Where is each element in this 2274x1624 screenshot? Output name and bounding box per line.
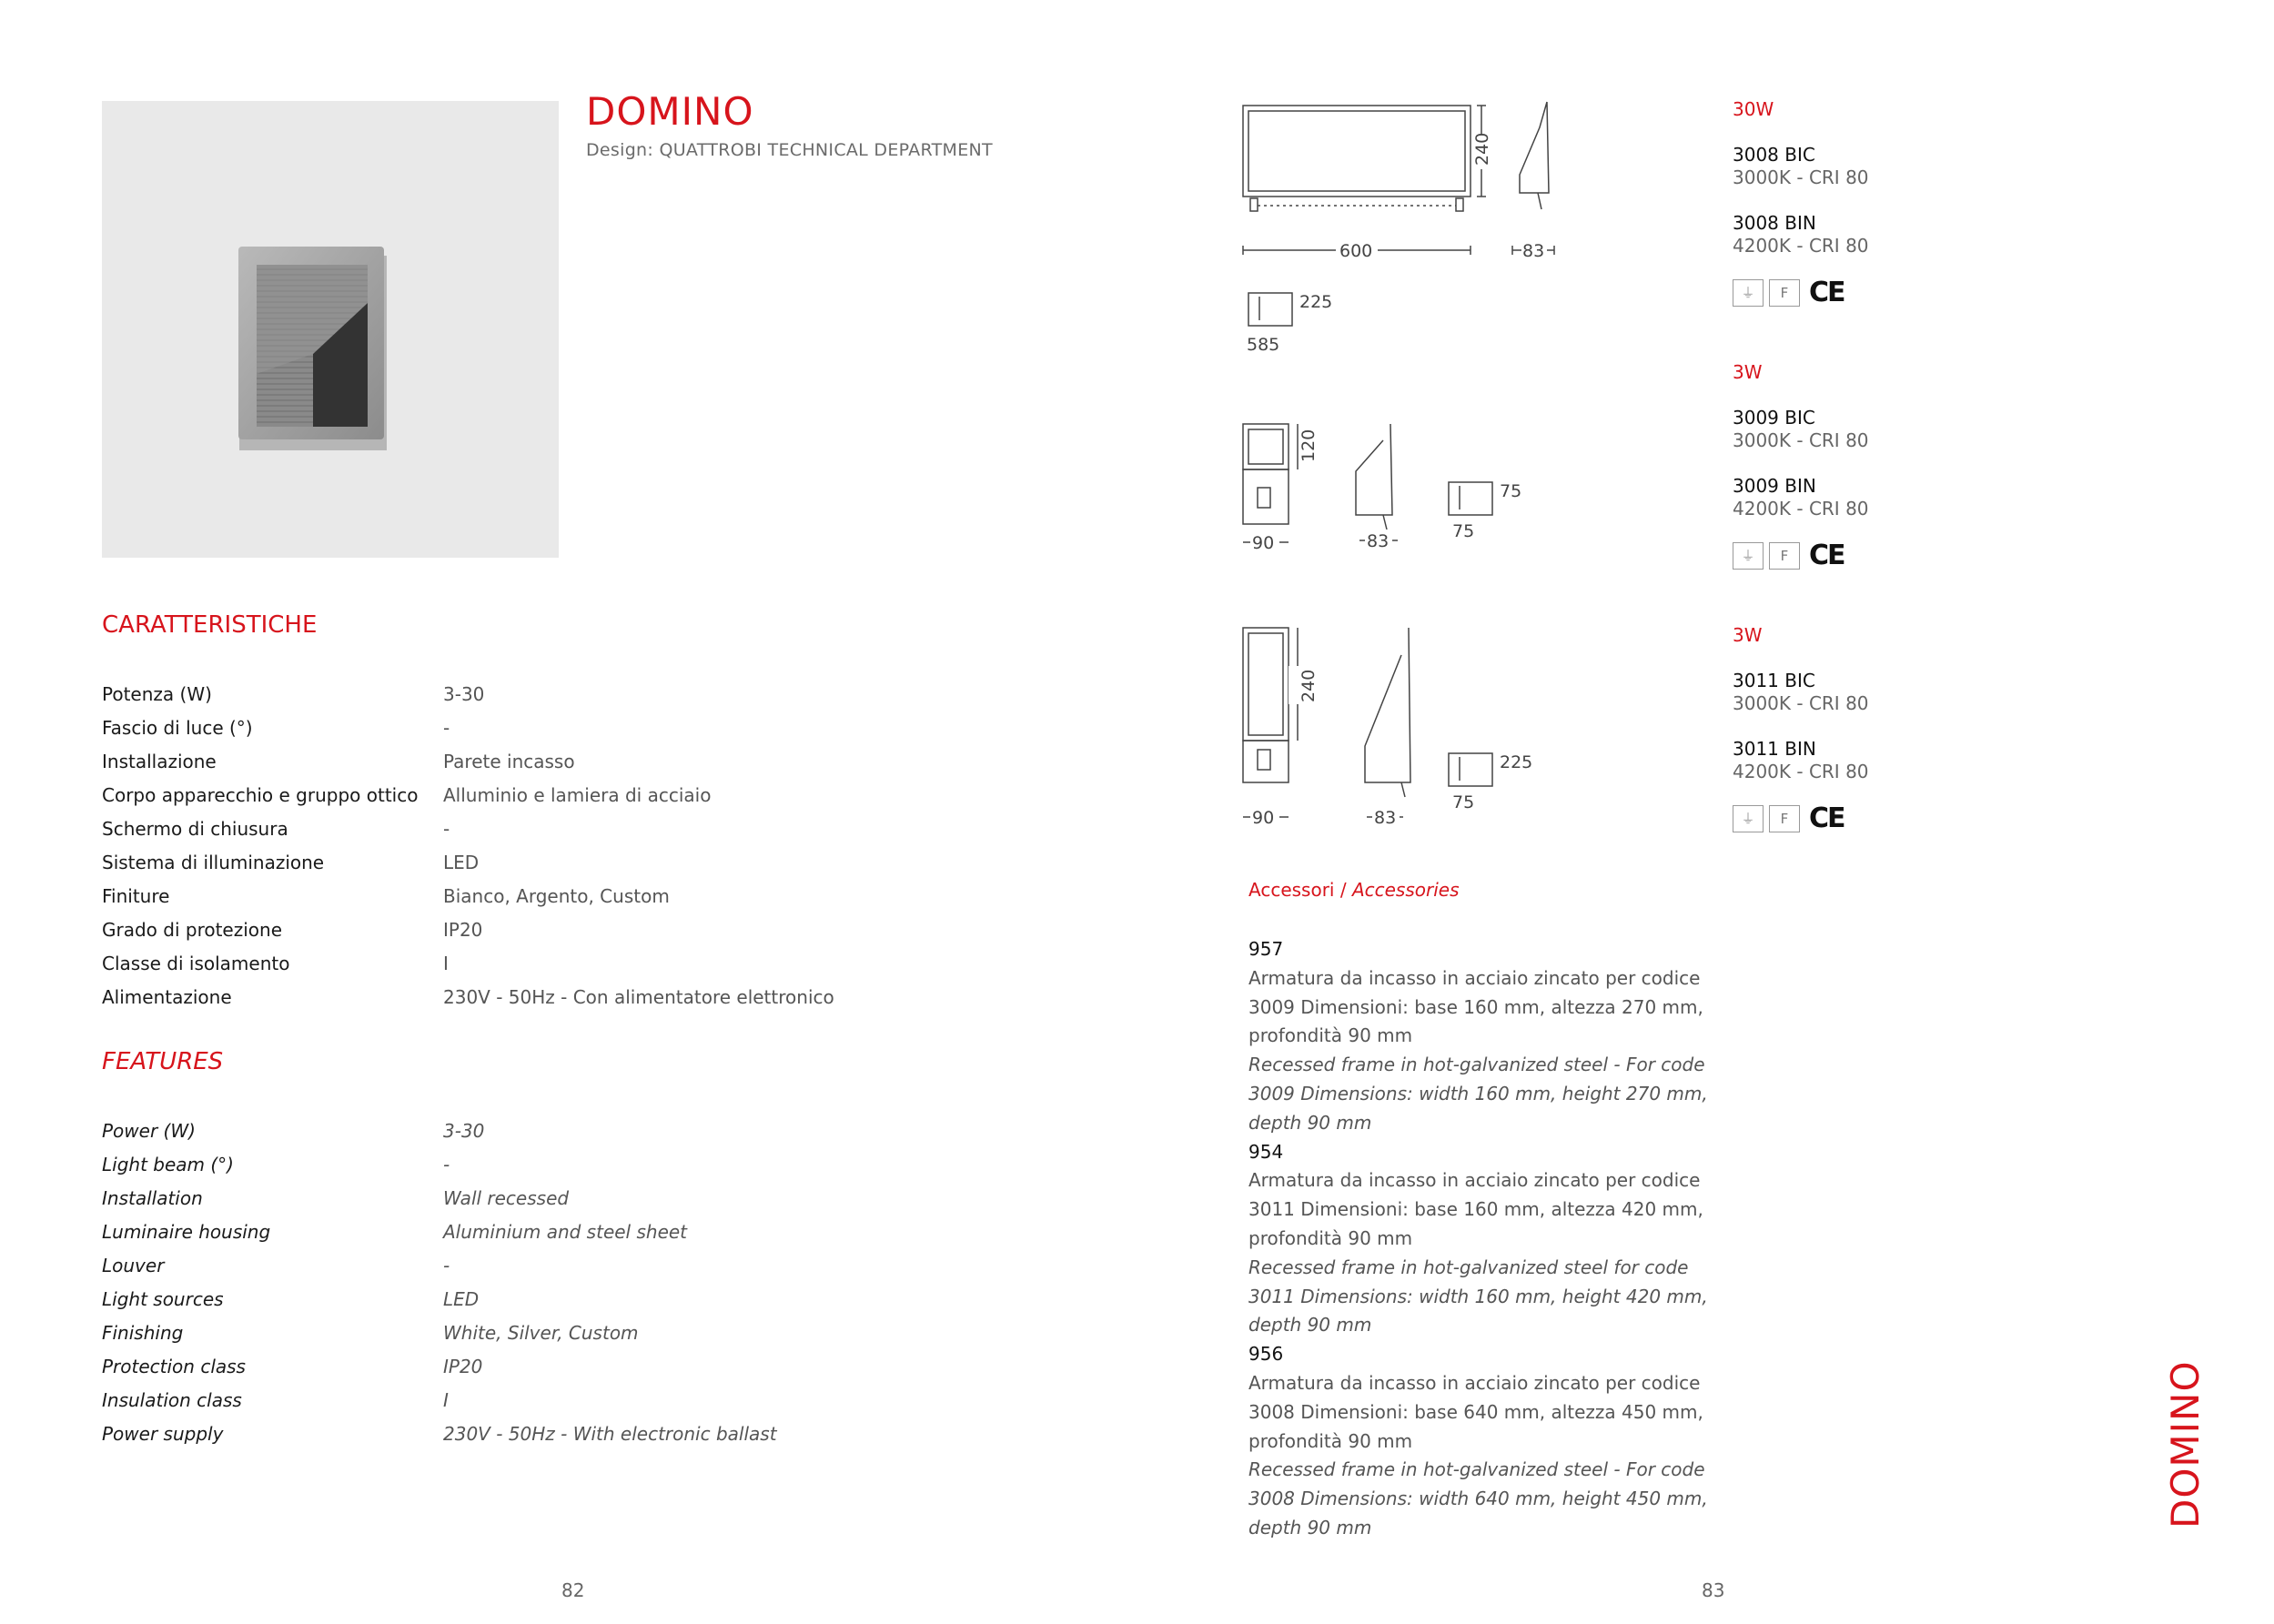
variant-power: 30W: [1733, 98, 1774, 120]
spec-row: [102, 980, 921, 1014]
variant-colour-temp: 3000K - CRI 80: [1733, 166, 1869, 188]
spec-key: Alimentazione: [102, 985, 232, 1008]
dim-3009-width: 90: [1252, 533, 1275, 553]
spec-value: Bianco, Argento, Custom: [443, 884, 670, 907]
spec-value: Wall recessed: [443, 1186, 570, 1209]
accessory-item: [1248, 935, 1722, 1138]
variant-code: 3009 BIN: [1733, 475, 1816, 497]
variant-power: 3W: [1733, 361, 1763, 383]
cert-marks: [1733, 540, 2024, 571]
spec-key: Fascio di luce (°): [102, 716, 253, 739]
accessories-heading-it: Accessori: [1248, 879, 1335, 901]
spec-value: -: [443, 716, 450, 739]
variant-code: 3008 BIN: [1733, 212, 1816, 234]
spec-key: Louver: [102, 1254, 165, 1276]
spec-key: Schermo di chiusura: [102, 817, 288, 840]
spec-value: I: [443, 952, 449, 974]
spec-row: [102, 845, 921, 879]
spec-key: Protection class: [102, 1355, 246, 1377]
spec-row: [102, 879, 921, 913]
ce-mark-icon: CE: [1809, 540, 1844, 571]
variant-code: 3011 BIC: [1733, 670, 1815, 691]
spec-key: Insulation class: [102, 1388, 242, 1411]
f-mark-icon: F: [1769, 279, 1800, 307]
spec-key: Light sources: [102, 1287, 224, 1310]
spec-key: Finishing: [102, 1321, 184, 1344]
spec-row: [102, 1417, 921, 1450]
spec-row: [102, 744, 921, 778]
spec-table-it: [102, 677, 921, 1014]
dim-3008-cut-width: 585: [1247, 335, 1280, 355]
dim-3009-cut-width: 75: [1452, 521, 1475, 541]
drawing-3008: [1243, 102, 1554, 355]
dim-3011-depth: 83: [1374, 808, 1397, 828]
accessory-desc-en: Recessed frame in hot-galvanized steel for code 3011 Dimensions: width 160 mm, height 420 mm, depth 90 mm: [1248, 1256, 1708, 1337]
accessory-desc-en: Recessed frame in hot-galvanized steel - For code 3009 Dimensions: width 160 mm, height 270 mm, depth 90 mm: [1248, 1054, 1708, 1134]
accessory-item: [1248, 1138, 1722, 1341]
dim-3008-depth: 83: [1522, 241, 1545, 261]
cert-marks: [1733, 277, 2024, 308]
dim-3009-depth: 83: [1367, 531, 1390, 551]
spec-row: [102, 946, 921, 980]
variant-colour-temp: 4200K - CRI 80: [1733, 235, 1869, 257]
spec-value: -: [443, 817, 450, 840]
accessory-desc-it: Armatura da incasso in acciaio zincato per codice 3008 Dimensioni: base 640 mm, altezza 450 mm, profondità 90 mm: [1248, 1371, 1703, 1452]
spec-key: Sistema di illuminazione: [102, 851, 325, 873]
variant-code: 3011 BIN: [1733, 738, 1816, 760]
technical-drawings: [1238, 91, 1583, 855]
variant-group-3011: [1733, 624, 2024, 834]
spec-key: Light beam (°): [102, 1153, 234, 1175]
spec-value: Aluminium and steel sheet: [443, 1220, 688, 1243]
spec-row: [102, 778, 921, 812]
spec-value: -: [443, 1153, 450, 1175]
accessory-desc-it: Armatura da incasso in acciaio zincato per codice 3011 Dimensioni: base 160 mm, altezza 420 mm, profondità 90 mm: [1248, 1169, 1703, 1249]
heading-separator: /: [1334, 879, 1352, 901]
spec-row: [102, 1349, 921, 1383]
spec-value: 230V - 50Hz - Con alimentatore elettronico: [443, 985, 834, 1008]
page-number-right: 83: [1702, 1579, 1725, 1601]
variant-code: 3008 BIC: [1733, 144, 1815, 166]
spec-row: [102, 1114, 921, 1147]
spec-key: Power (W): [102, 1119, 196, 1142]
spec-key: Luminaire housing: [102, 1220, 271, 1243]
cert-marks: [1733, 802, 2024, 834]
ce-mark-icon: CE: [1809, 802, 1844, 834]
variant-colour-temp: 3000K - CRI 80: [1733, 692, 1869, 714]
spec-value: 230V - 50Hz - With electronic ballast: [443, 1422, 777, 1445]
spec-row: [102, 1147, 921, 1181]
variant-code: 3009 BIC: [1733, 407, 1815, 429]
accessory-code: 957: [1248, 938, 1284, 960]
dim-3008-height: 240: [1472, 132, 1492, 166]
class-i-earth-icon: ⏚: [1733, 805, 1764, 832]
dim-3009-height: 120: [1299, 429, 1319, 462]
dim-3011-width: 90: [1252, 808, 1275, 828]
spec-value: IP20: [443, 918, 483, 941]
class-i-earth-icon: ⏚: [1733, 542, 1764, 570]
spec-value: IP20: [443, 1355, 483, 1377]
spec-row: [102, 1282, 921, 1316]
spec-key: Grado di protezione: [102, 918, 283, 941]
heading-caratteristiche: CARATTERISTICHE: [102, 611, 318, 639]
f-mark-icon: F: [1769, 542, 1800, 570]
f-mark-icon: F: [1769, 805, 1800, 832]
spec-value: 3-30: [443, 682, 485, 705]
variant-colour-temp: 3000K - CRI 80: [1733, 429, 1869, 451]
dim-3011-height: 240: [1299, 669, 1319, 702]
accessory-code: 956: [1248, 1343, 1284, 1366]
accessories-list: [1248, 935, 1722, 1543]
spec-key: Potenza (W): [102, 682, 212, 705]
accessory-desc-en: Recessed frame in hot-galvanized steel - For code 3008 Dimensions: width 640 mm, height 450 mm, depth 90 mm: [1248, 1458, 1708, 1538]
drawing-3011: [1243, 628, 1532, 828]
spec-row: [102, 1316, 921, 1349]
accessory-desc-it: Armatura da incasso in acciaio zincato per codice 3009 Dimensioni: base 160 mm, altezza 270 mm, profondità 90 mm: [1248, 966, 1703, 1047]
spec-key: Installation: [102, 1186, 203, 1209]
designer-credit: Design: QUATTROBI TECHNICAL DEPARTMENT: [586, 140, 993, 160]
spec-row: [102, 711, 921, 744]
accessories-heading-en: Accessories: [1351, 879, 1460, 901]
spec-table-en: [102, 1114, 921, 1450]
spec-value: Alluminio e lamiera di acciaio: [443, 783, 712, 806]
spec-key: Power supply: [102, 1422, 224, 1445]
ce-mark-icon: CE: [1809, 277, 1844, 308]
spec-row: [102, 677, 921, 711]
class-i-earth-icon: ⏚: [1733, 279, 1764, 307]
spec-row: [102, 812, 921, 845]
spec-row: [102, 913, 921, 946]
heading-features: FEATURES: [102, 1048, 224, 1075]
spec-value: LED: [443, 851, 480, 873]
variant-colour-temp: 4200K - CRI 80: [1733, 498, 1869, 519]
spec-row: [102, 1383, 921, 1417]
spec-key: Installazione: [102, 750, 217, 772]
drawing-3009: [1243, 424, 1521, 553]
accessory-item: [1248, 1340, 1722, 1543]
dim-3009-cut-height: 75: [1500, 481, 1522, 501]
spec-value: White, Silver, Custom: [443, 1321, 639, 1344]
page-number-left: 82: [561, 1579, 585, 1601]
dim-3011-cut-width: 75: [1452, 792, 1475, 812]
accessory-code: 954: [1248, 1140, 1284, 1163]
variant-colour-temp: 4200K - CRI 80: [1733, 761, 1869, 782]
variant-group-3009: [1733, 361, 2024, 571]
spec-key: Corpo apparecchio e gruppo ottico: [102, 783, 419, 806]
spec-key: Classe di isolamento: [102, 952, 290, 974]
dim-3008-width: 600: [1339, 241, 1373, 261]
wall-light-image: [102, 101, 559, 558]
spec-row: [102, 1215, 921, 1248]
spec-value: I: [443, 1388, 449, 1411]
spec-value: Parete incasso: [443, 750, 575, 772]
variant-group-3008: [1733, 98, 2024, 308]
spec-key: Finiture: [102, 884, 170, 907]
product-title: DOMINO: [586, 89, 754, 134]
spec-value: LED: [443, 1287, 480, 1310]
spec-row: [102, 1248, 921, 1282]
spec-value: 3-30: [443, 1119, 485, 1142]
dim-3011-cut-height: 225: [1500, 752, 1533, 772]
accessories-heading: [1248, 879, 1460, 901]
product-photo: [102, 101, 559, 558]
dim-3008-cut-height: 225: [1299, 292, 1333, 312]
spec-value: -: [443, 1254, 450, 1276]
vertical-side-title: DOMINO: [2163, 1360, 2208, 1528]
spec-row: [102, 1181, 921, 1215]
variant-power: 3W: [1733, 624, 1763, 646]
